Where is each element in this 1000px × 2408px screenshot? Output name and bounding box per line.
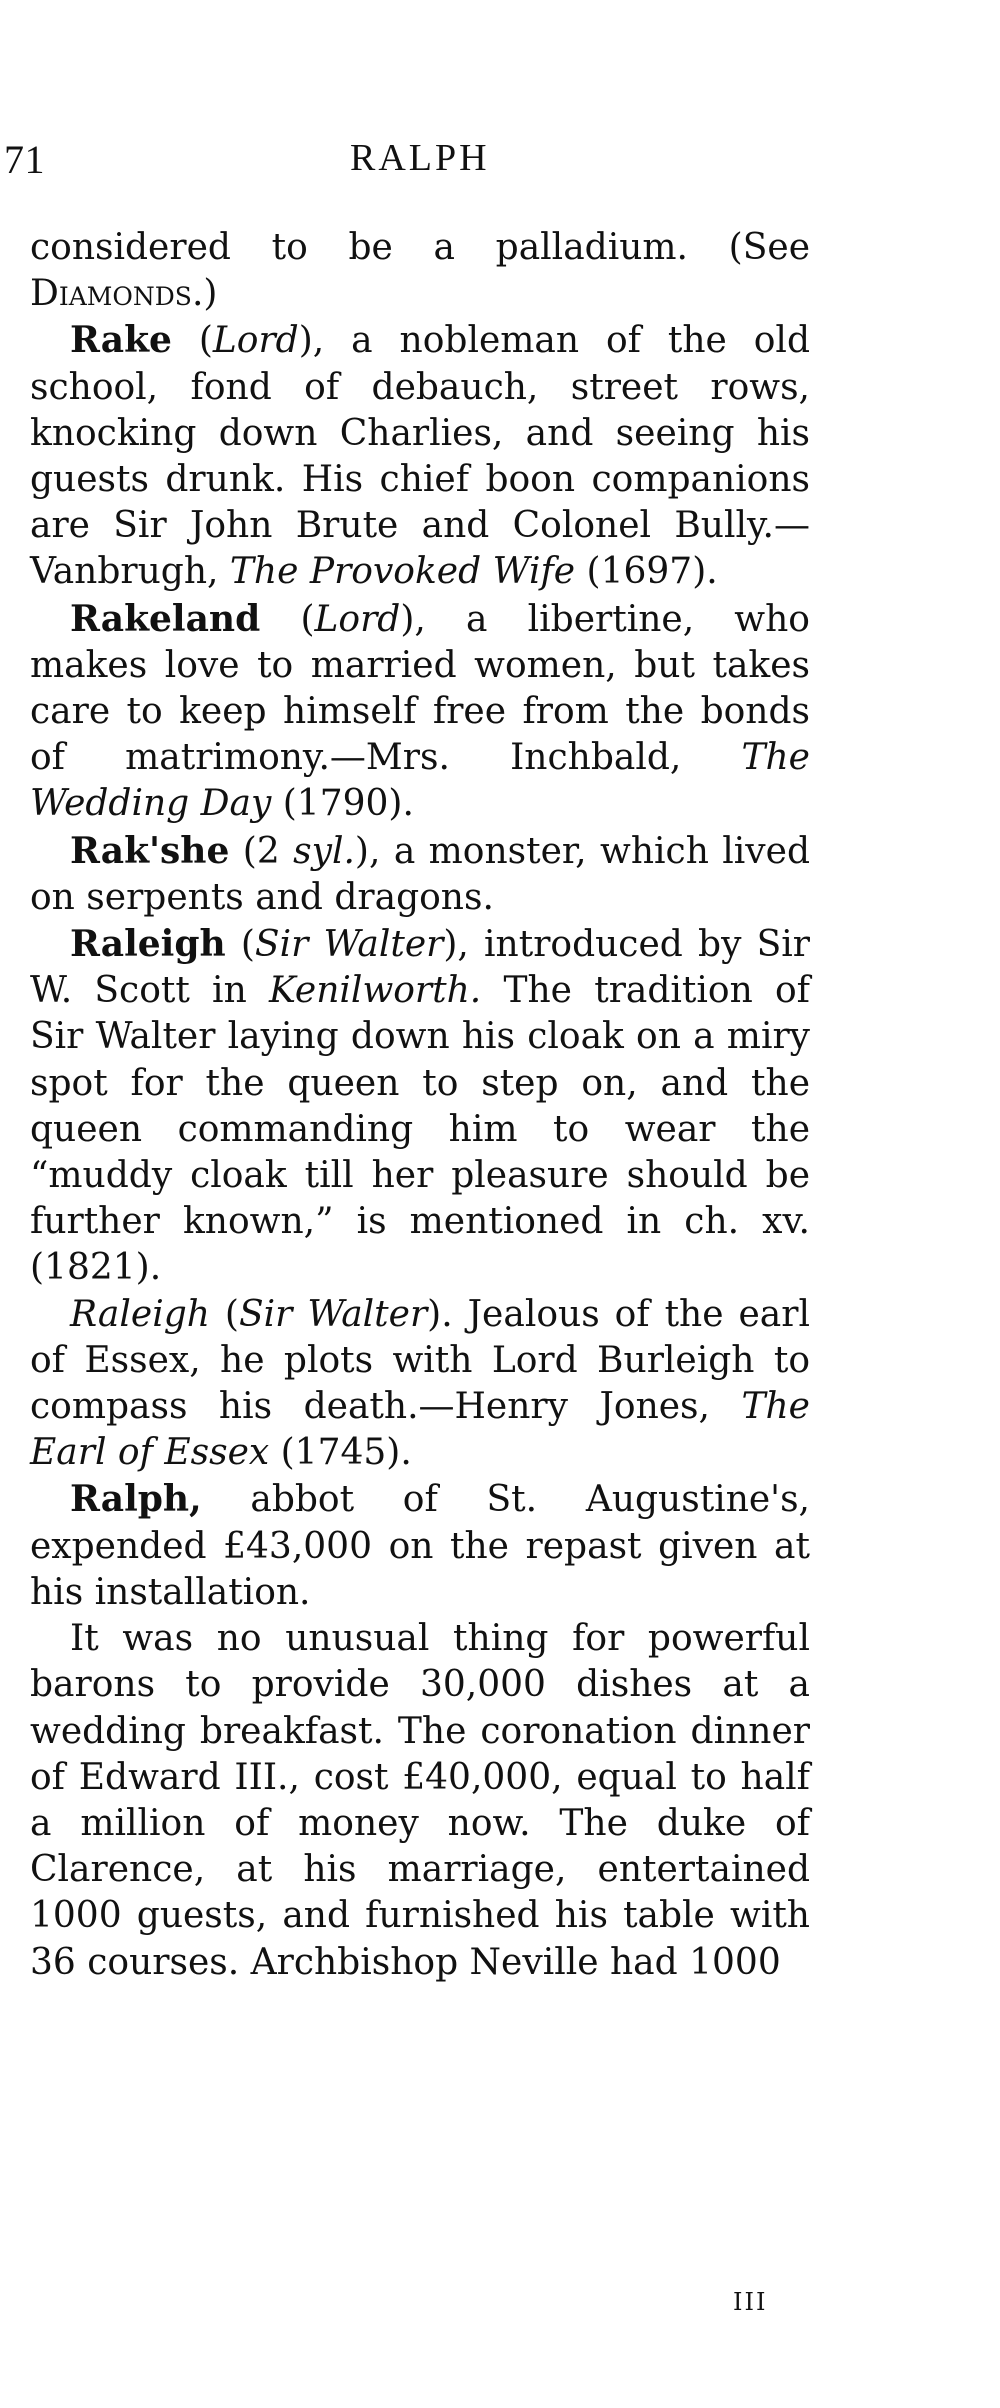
continuation-end: .) <box>191 273 218 315</box>
entry-rake <box>30 317 810 595</box>
entry-body-continued: The tradition of Sir Walter laying down his cloak on a miry spot for the queen to step on, and the queen commanding him to wear the “muddy cloak till her pleasure should be further known,” is mentioned in ch. xv. (1821). <box>30 970 810 1289</box>
qualifier: Sir Walter <box>254 924 444 966</box>
running-head: RALPH <box>350 137 490 179</box>
paren-close: ), <box>443 924 485 966</box>
work-title: The Wedding Day <box>30 737 810 825</box>
paren-open: ( <box>260 598 315 640</box>
entry-rakeland <box>30 596 810 828</box>
entry-ralph-note: It was no unusual thing for powerful barons to provide 30,000 dishes at a wedding breakfast. The coronation dinner of Edward III., cost £40,000, equal to half a million of money now. The duke of Clarence, at his marriage, entertained 1000 guests, and furnished his table with 36 courses. Archbishop Neville had 1000 <box>30 1618 810 1983</box>
work-title: Kenilworth. <box>269 970 482 1012</box>
work-title: The Provoked Wife <box>229 551 576 593</box>
headword: Rake <box>70 319 172 362</box>
text-column <box>30 225 810 1986</box>
entry-body: a nobleman of the old school, fond of debauch, street rows, knocking down Charlies, and seeing his guests drunk. His chief boon companions are Sir John Brute and Colonel Bully.—Vanbrugh, <box>30 320 810 593</box>
entry-body: abbot of St. Augustine's, expended £43,000 on the repast given at his installation. <box>30 1479 810 1613</box>
paren-close: ), <box>400 598 466 640</box>
headword: Rakeland <box>70 597 261 640</box>
continuation-text: considered to be a palladium. (See <box>30 227 810 268</box>
headword: Rak'she <box>70 829 230 872</box>
work-title: The Earl of Essex <box>30 1386 810 1474</box>
work-year: (1745). <box>269 1432 412 1474</box>
headword: Raleigh <box>70 923 226 966</box>
paren-open: ( <box>225 924 255 966</box>
cross-reference: Diamonds <box>30 273 192 315</box>
continuation-paragraph <box>30 225 810 317</box>
entry-body: a monster, which lived on serpents and dragons. <box>30 830 810 918</box>
headword-italic: Raleigh <box>70 1293 210 1335</box>
entry-ralph <box>30 1476 810 1616</box>
entry-raleigh-scott <box>30 921 810 1292</box>
entry-rakshe <box>30 828 810 921</box>
paren-close: ), <box>298 320 352 362</box>
entry-body: introduced by Sir W. Scott in <box>30 924 810 1012</box>
paren-close: ). <box>427 1293 468 1335</box>
qualifier: Lord <box>212 320 299 362</box>
headword: Ralph, <box>70 1478 202 1521</box>
paren-close: ), <box>354 830 394 872</box>
qualifier: Lord <box>314 598 401 640</box>
work-year: (1790). <box>271 783 414 825</box>
page-number: 71 <box>4 137 45 182</box>
qualifier: Sir Walter <box>238 1293 428 1335</box>
qualifier: syl. <box>293 830 355 872</box>
paren-open: (2 <box>229 830 294 872</box>
work-year: (1697). <box>575 551 718 593</box>
entry-body: Jealous of the earl of Essex, he plots with Lord Burleigh to compass his death.—Henry Jones, <box>30 1293 810 1428</box>
entry-body: a libertine, who makes love to married women, but takes care to keep himself free from the bonds of matrimony.—Mrs. Inchbald, <box>30 598 810 779</box>
entry-raleigh-jones <box>30 1292 810 1477</box>
paren-open: ( <box>209 1293 239 1335</box>
paren-open: ( <box>171 320 213 362</box>
signature-mark: III <box>733 2288 768 2316</box>
